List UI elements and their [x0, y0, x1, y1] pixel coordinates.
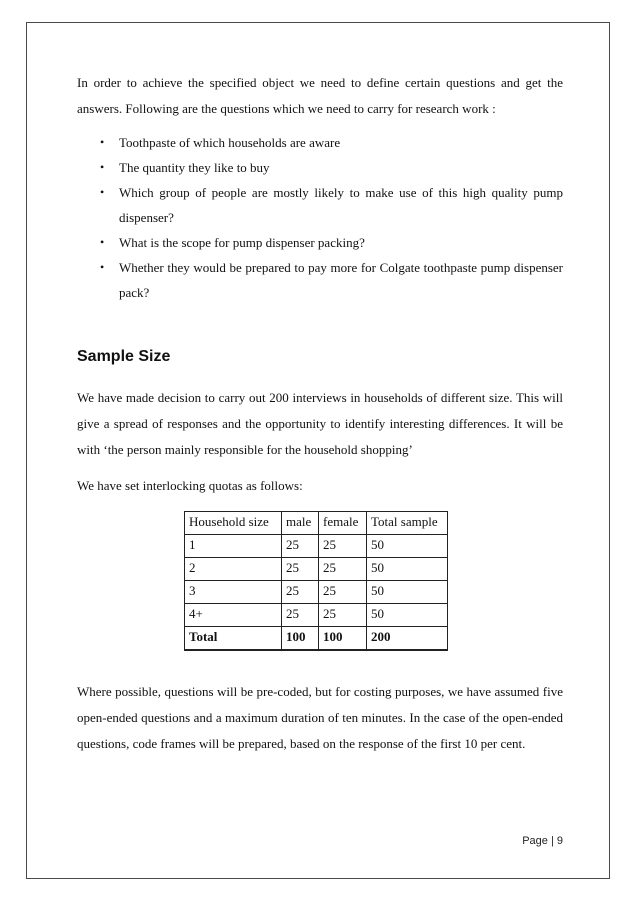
table-cell: 100 [282, 627, 319, 651]
bullet-icon: • [100, 185, 105, 199]
question-text: Whether they would be prepared to pay more for Colgate toothpaste pump dispenser pack? [119, 260, 563, 300]
list-item [77, 230, 563, 255]
table-cell: 3 [185, 581, 282, 604]
table-cell: 200 [367, 627, 448, 651]
closing-paragraph: Where possible, questions will be pre-coded, but for costing purposes, we have assumed five open-ended questions and a maximum duration of ten minutes. In the case of the open-ended questions, code frames will be prepared, based on the response of the first 10 per cent. [77, 684, 563, 751]
table-header-cell: Household size [185, 512, 282, 535]
table-cell: 50 [367, 581, 448, 604]
question-text: The quantity they like to buy [119, 160, 270, 175]
bullet-icon: • [100, 160, 105, 174]
table-cell: 25 [319, 581, 367, 604]
table-header-cell: Total sample [367, 512, 448, 535]
table-cell: 25 [282, 535, 319, 558]
table-row [185, 604, 448, 627]
table-row [185, 535, 448, 558]
table-total-row [185, 627, 448, 651]
table-row [185, 581, 448, 604]
section-heading-sample-size: Sample Size [77, 348, 171, 365]
bullet-icon: • [100, 135, 105, 149]
table-cell: 25 [282, 558, 319, 581]
page-number: Page | 9 [522, 835, 563, 847]
table-cell: 25 [282, 604, 319, 627]
list-item [77, 130, 563, 155]
table-cell: 50 [367, 535, 448, 558]
question-text: Which group of people are mostly likely to make use of this high quality pump dispenser? [119, 185, 563, 225]
table-cell: 25 [282, 581, 319, 604]
table-cell: 25 [319, 604, 367, 627]
list-item [77, 155, 563, 180]
table-cell: 4+ [185, 604, 282, 627]
table-header-cell: male [282, 512, 319, 535]
bullet-icon: • [100, 235, 105, 249]
table-header-cell: female [319, 512, 367, 535]
table-cell: 100 [319, 627, 367, 651]
intro-paragraph: In order to achieve the specified object we need to define certain questions and get the answers. Following are the questions which we need to carry for research work : [77, 75, 563, 116]
table-cell: 25 [319, 535, 367, 558]
table-row [185, 558, 448, 581]
table-cell: Total [185, 627, 282, 651]
question-text: What is the scope for pump dispenser packing? [119, 235, 365, 250]
table-cell: 50 [367, 558, 448, 581]
question-text: Toothpaste of which households are aware [119, 135, 341, 150]
quota-table [184, 511, 448, 651]
list-item [77, 180, 563, 230]
quota-intro-text: We have set interlocking quotas as follows: [77, 478, 303, 493]
list-item [77, 255, 563, 305]
table-header-row [185, 512, 448, 535]
table-cell: 25 [319, 558, 367, 581]
bullet-icon: • [100, 260, 105, 274]
research-questions-list [77, 130, 563, 305]
table-cell: 50 [367, 604, 448, 627]
sample-size-paragraph: We have made decision to carry out 200 interviews in households of different size. This will give a spread of responses and the opportunity to identify interesting differences. It will be with ‘the person mainly responsible for the household shopping’ [77, 390, 563, 457]
page-content [77, 70, 563, 757]
table-cell: 1 [185, 535, 282, 558]
table-cell: 2 [185, 558, 282, 581]
